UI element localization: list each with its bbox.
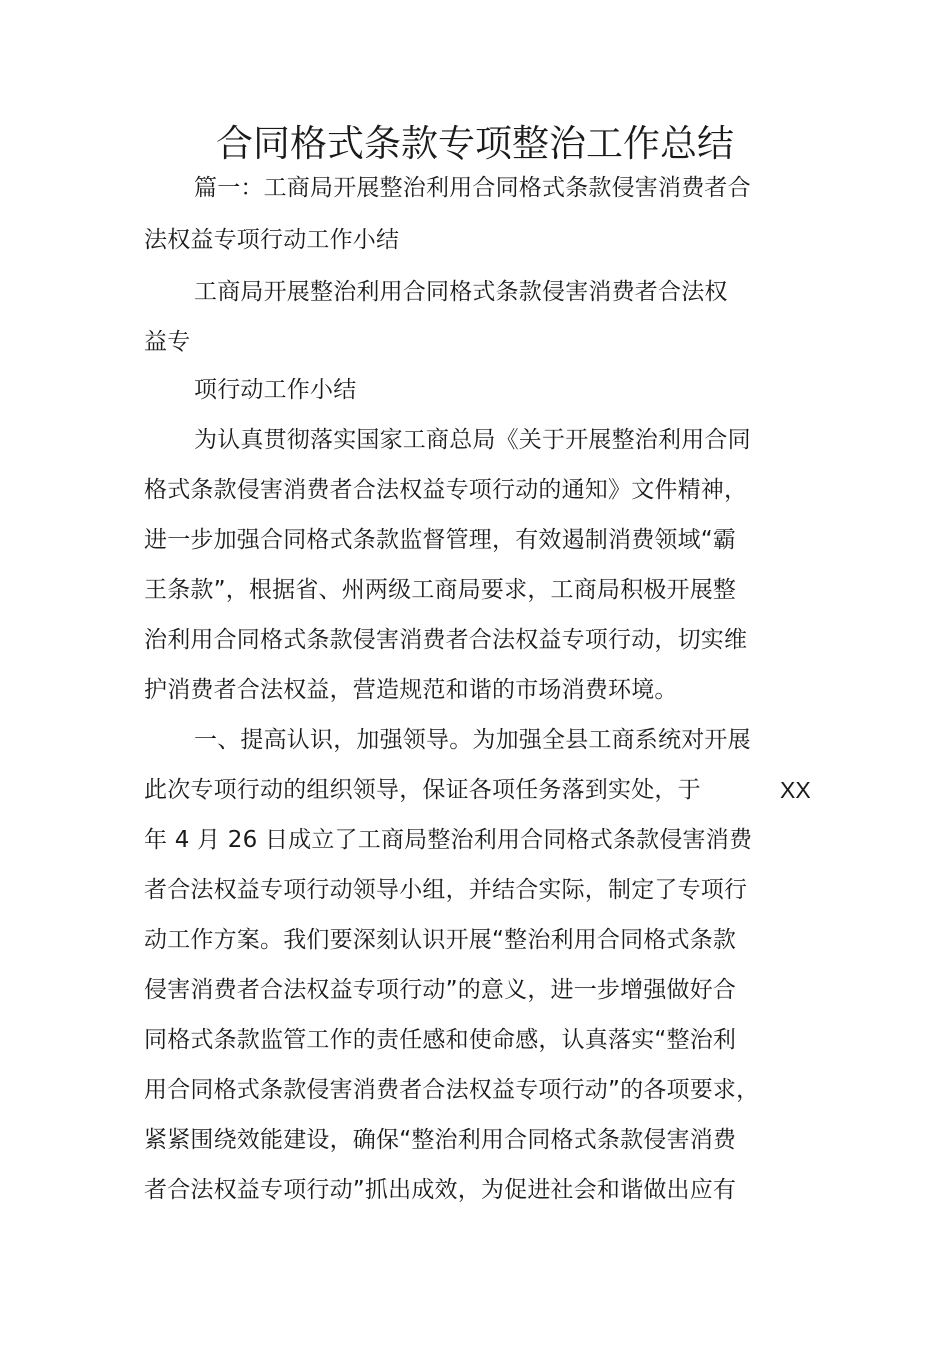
- document-title: 合同格式条款专项整治工作总结: [216, 122, 734, 165]
- text-line: 治利用合同格式条款侵害消费者合法权益专项行动，切实维: [144, 627, 748, 653]
- text-line: 紧紧围绕效能建设，确保“整治利用合同格式条款侵害消费: [144, 1127, 737, 1153]
- text-line: 侵害消费者合法权益专项行动”的意义，进一步增强做好合: [144, 977, 737, 1003]
- text-line: 王条款”，根据省、州两级工商局要求，工商局积极开展整: [144, 577, 737, 603]
- text-line: 益专: [144, 329, 191, 355]
- text-line: 此次专项行动的组织领导，保证各项任务落到实处，于: [144, 777, 701, 803]
- text-line: 格式条款侵害消费者合法权益专项行动的通知》文件精神，: [144, 477, 748, 503]
- text-line: 篇一：工商局开展整治利用合同格式条款侵害消费者合: [194, 175, 751, 201]
- text-line: 为认真贯彻落实国家工商总局《关于开展整治利用合同: [194, 427, 751, 453]
- text-line: 一、提高认识，加强领导。为加强全县工商系统对开展: [194, 727, 751, 753]
- text-line: 工商局开展整治利用合同格式条款侵害消费者合法权: [194, 279, 728, 305]
- text-line: 法权益专项行动工作小结: [144, 227, 400, 253]
- text-line: 同格式条款监管工作的责任感和使命感，认真落实“整治利: [144, 1027, 737, 1053]
- year-placeholder-mark: XX: [780, 777, 811, 803]
- text-line: 用合同格式条款侵害消费者合法权益专项行动”的各项要求，: [144, 1077, 760, 1103]
- text-line: 动工作方案。我们要深刻认识开展“整治利用合同格式条款: [144, 927, 737, 953]
- text-line: 护消费者合法权益，营造规范和谐的市场消费环境。: [144, 677, 678, 703]
- text-line: 进一步加强合同格式条款监督管理，有效遏制消费领域“霸: [144, 527, 737, 553]
- text-line: 项行动工作小结: [194, 377, 357, 403]
- text-line: 年 4 月 26 日成立了工商局整治利用合同格式条款侵害消费: [144, 827, 753, 853]
- text-line: 者合法权益专项行动”抓出成效，为促进社会和谐做出应有: [144, 1177, 737, 1203]
- text-line: 者合法权益专项行动领导小组，并结合实际，制定了专项行: [144, 877, 748, 903]
